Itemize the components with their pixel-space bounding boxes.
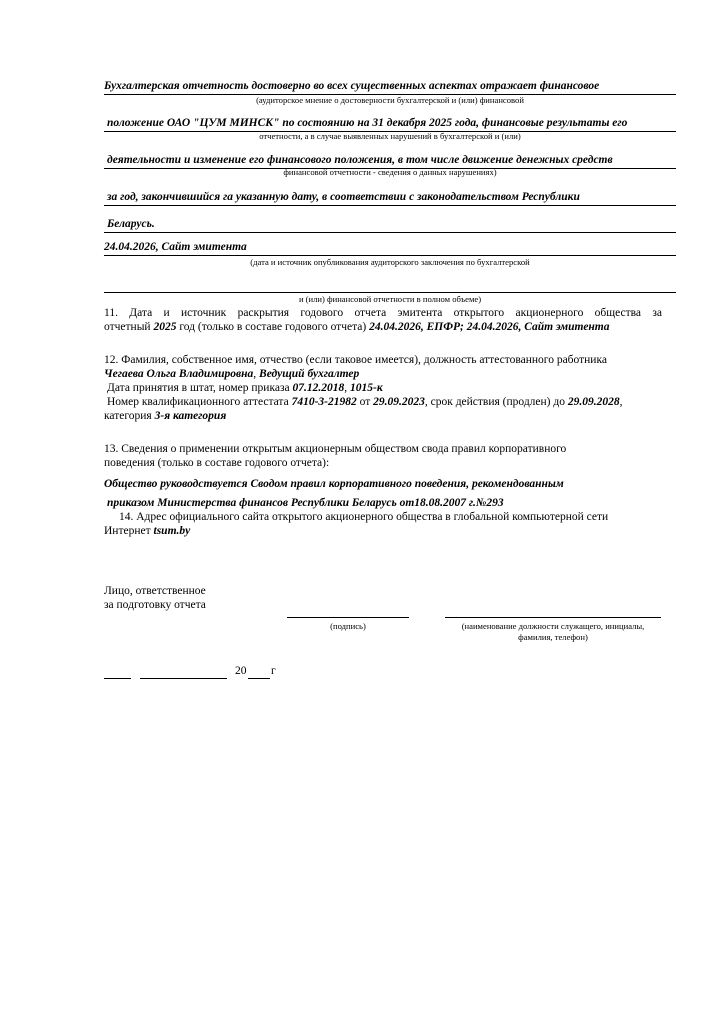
name-caption-1: (наименование должности служащего, инициалы, [461,621,645,631]
item13-line-2: поведения (только в составе годового отчета): [104,457,330,469]
item11-line-1: 11. Дата и источник раскрытия годового отчета эмитента открытого акционерного общества за [104,307,662,319]
item12-cert-until: 29.09.2028 [567,396,620,408]
item13-value-2: приказом Министерства финансов Республики Беларусь от18.08.2007 г.№293 [107,497,504,509]
signature-label-2: за подготовку отчета [104,599,206,611]
item12-cert-date: 29.09.2023 [373,396,425,408]
item12-order-no: 1015-к [349,382,383,394]
publication-caption-2: и (или) финансовой отчетности в полном объеме) [298,294,482,304]
item12-position: Ведущий бухгалтер [259,368,360,380]
item12-hire-date: 07.12.2018 [292,382,345,394]
date-suffix: г [271,665,276,677]
audit-opinion-line-3: деятельности и изменение его финансового положения, в том числе движение денежных средств [107,154,613,166]
publication-value: 24.04.2026, Сайт эмитента [104,241,247,253]
signature-caption: (подпись) [330,621,366,631]
audit-opinion-caption-3: финансовой отчетности - сведения о данных нарушениях) [283,167,497,177]
item12-name-position: Чегаева Ольга Владимировна, Ведущий бухгалтер [104,368,360,380]
audit-opinion-caption-2: отчетности, а в случае выявленных нарушений в бухгалтерской и (или) [259,131,521,141]
audit-opinion-line-5: Беларусь. [107,218,155,230]
date-day-line [104,678,131,679]
item12-cert: Номер квалификационного аттестата 7410-3-21982 от 29.09.2023, срок действия (продлен) до 29.09.2028, [107,396,623,408]
name-caption-2: фамилия, телефон) [518,632,588,642]
item14-line-1: 14. Адрес официального сайта открытого акционерного общества в глобальной компьютерной сети [119,511,609,523]
item12-category: категория 3-я категория [104,410,227,422]
item14-site: tsum.by [153,525,191,537]
audit-opinion-line-1: Бухгалтерская отчетность достоверно во всех существенных аспектах отражает финансовое [104,80,600,92]
signature-line [287,617,409,618]
item11-year: 2025 [153,321,177,333]
item13-line-1: 13. Сведения о применении открытым акционерным обществом свода правил корпоративного [104,443,567,455]
publication-underline-2 [104,292,676,293]
audit-opinion-underline-5 [104,232,676,233]
item14-line-2: Интернет tsum.by [104,525,191,537]
date-month-line [140,678,227,679]
signature-label-1: Лицо, ответственное [104,585,206,597]
item12-hire: Дата принятия в штат, номер приказа 07.12.2018, 1015-к [107,382,383,394]
item12-cert-no: 7410-3-21982 [291,396,357,408]
audit-opinion-underline-4 [104,205,676,206]
item13-value-1: Общество руководствуется Сводом правил корпоративного поведения, рекомендованным [104,478,564,490]
audit-opinion-line-2: положение ОАО "ЦУМ МИНСК" по состоянию на 31 декабря 2025 года, финансовые результаты его [107,117,628,129]
item12-heading: 12. Фамилия, собственное имя, отчество (если таковое имеется), должность аттестованного работника [104,354,607,366]
audit-opinion-caption-1: (аудиторское мнение о достоверности бухгалтерской и (или) финансовой [256,95,524,105]
publication-underline [104,255,676,256]
item12-category-value: 3-я категория [154,410,227,422]
name-line [445,617,661,618]
publication-caption-1: (дата и источник опубликования аудиторского заключения по бухгалтерской [250,257,530,267]
item12-name: Чегаева Ольга Владимировна [104,368,254,380]
item11-value: 24.04.2026, ЕПФР; 24.04.2026, Сайт эмитента [369,321,610,333]
item11-line-2: отчетный 2025 год (только в составе годового отчета) 24.04.2026, ЕПФР; 24.04.2026, Сайт эмитента [104,321,610,333]
audit-opinion-line-4: за год, закончившийся га указанную дату, в соответствии с законодательством Республики [107,191,580,203]
date-year-prefix: 20 [235,665,247,677]
date-year-line [248,678,270,679]
